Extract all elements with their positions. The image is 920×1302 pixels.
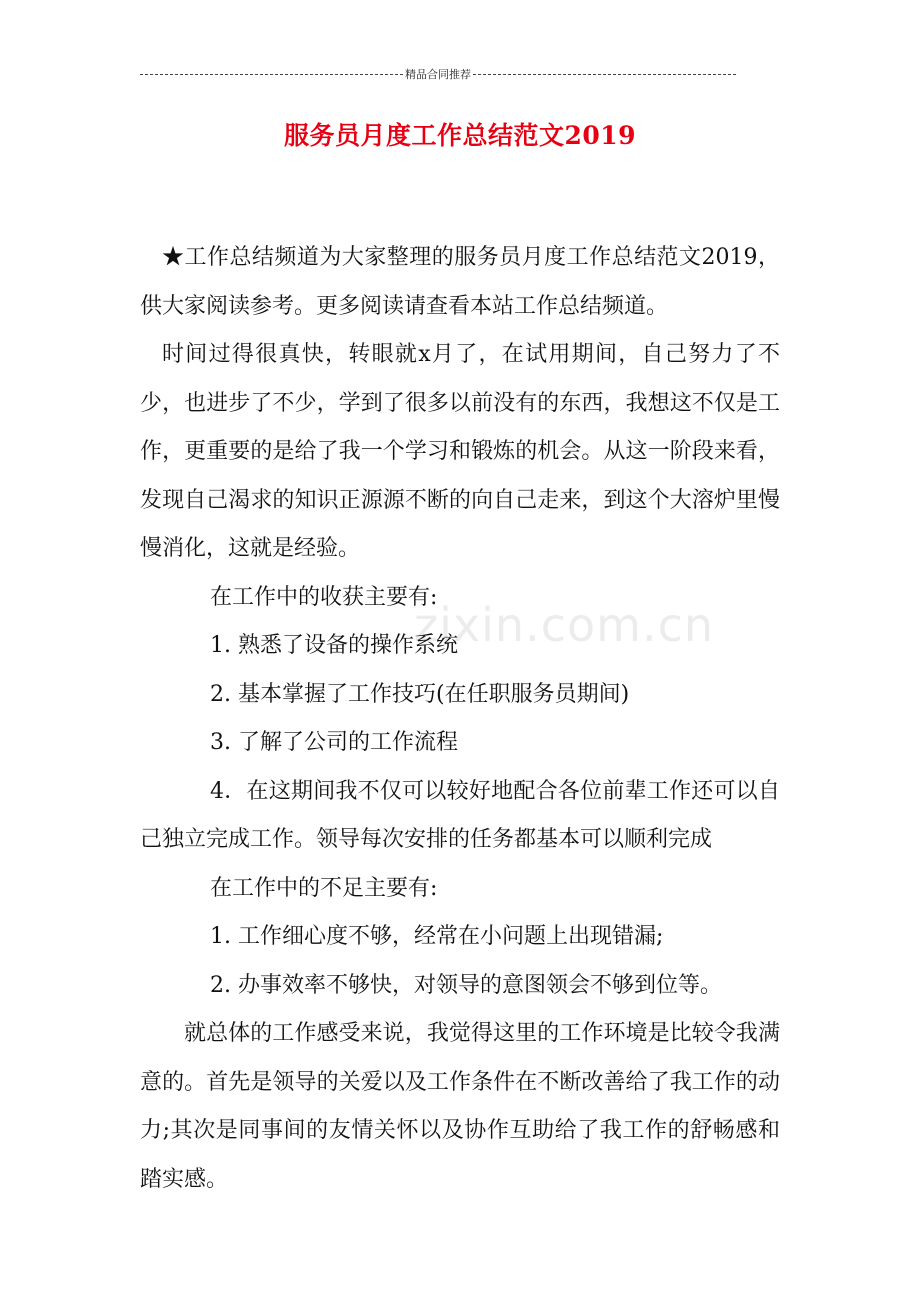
gains-item-3: 3. 了解了公司的工作流程 [210, 730, 458, 755]
shortcomings-heading: 在工作中的不足主要有: [210, 875, 438, 901]
experience-paragraph: 时间过得很真快，转眼就x月了，在试用期间，自己努力了不少，也进步了不少，学到了很多以前没有的东西，我想这不仅是工作，更重要的是给了我一个学习和锻炼的机会。从这一阶段来看，发现自己渴求的知识正源源不断的向自己走来，到这个大溶炉里慢慢消化，这就是经验。 [140, 342, 780, 561]
summary-paragraph: 就总体的工作感受来说，我觉得这里的工作环境是比较令我满意的。首先是领导的关爱以及工作条件在不断改善给了我工作的动力;其次是同事间的友情关怀以及协作互助给了我工作的舒畅感和踏实感。 [140, 1021, 780, 1192]
shortcomings-item-1: 1. 工作细心度不够，经常在小问题上出现错漏; [210, 924, 664, 949]
shortcomings-item-2: 2. 办事效率不够快，对领导的意图领会不够到位等。 [210, 972, 722, 998]
header-label: 精品合同推荐 [405, 68, 471, 81]
document-body [140, 234, 780, 1204]
watermark: zixin.com.cn [414, 598, 715, 652]
document-title: 服务员月度工作总结范文2019 [283, 121, 637, 150]
page-header [140, 66, 736, 82]
gains-item-2: 2. 基本掌握了工作技巧(在任职服务员期间) [210, 681, 630, 707]
header-dash-left [140, 74, 403, 75]
gains-item-4: 4．在这期间我不仅可以较好地配合各位前辈工作还可以自己独立完成工作。领导每次安排的任务都基本可以顺利完成 [140, 778, 780, 852]
header-dash-right [473, 74, 736, 75]
intro-paragraph: ★工作总结频道为大家整理的服务员月度工作总结范文2019，供大家阅读参考。更多阅读请查看本站工作总结频道。 [140, 245, 780, 319]
gains-heading: 在工作中的收获主要有: [210, 584, 438, 610]
gains-item-1: 1. 熟悉了设备的操作系统 [210, 633, 458, 658]
